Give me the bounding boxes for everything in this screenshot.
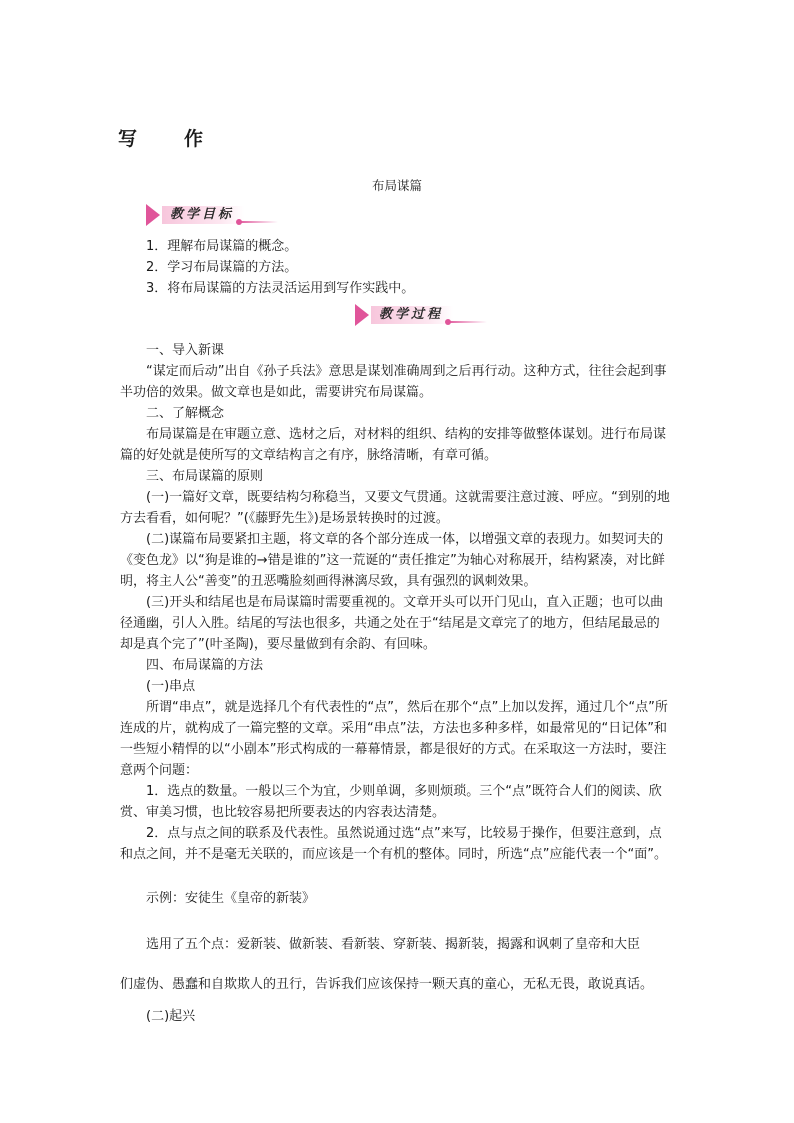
banner-dot-icon: [445, 319, 451, 325]
example-heading: 示例：安徒生《皇帝的新装》: [146, 891, 316, 906]
objective-item: 1．理解布局谋篇的概念。: [146, 239, 298, 254]
banner-dot-icon: [236, 219, 242, 225]
objectives-list: [120, 236, 672, 299]
paragraph: 2．点与点之间的联系及代表性。虽然说通过选“点”来写，比较易于操作，但要注意到，点和点之间，并不是毫无关联的，而应该是一个有机的整体。同时，所选“点”应能代表一个“面”。: [120, 826, 667, 862]
section-title: 四、布局谋篇的方法: [146, 658, 264, 673]
example-line: 们虚伪、愚蠢和自欺欺人的丑行，告诉我们应该保持一颗天真的童心，无私无畏，敢说真话。: [120, 977, 654, 992]
lesson-title: 布局谋篇: [371, 178, 422, 193]
objectives-banner: [146, 204, 242, 226]
example-title: [120, 888, 672, 909]
section-title: 三、布局谋篇的原则: [146, 469, 264, 484]
objective-item: 2．学习布局谋篇的方法。: [146, 260, 298, 275]
objectives-banner-label: 教学目标: [162, 206, 244, 224]
next-method: [120, 1006, 672, 1027]
process-body: [120, 340, 672, 865]
section-title: 二、了解概念: [146, 406, 225, 421]
example-line: 选用了五个点：爱新装、做新装、看新装、穿新装、揭新装，揭露和讽刺了皇帝和大臣: [146, 937, 641, 952]
example-body: [120, 934, 672, 955]
paragraph: (三)开头和结尾也是布局谋篇时需要重视的。文章开头可以开门见山，直入正题；也可以曲径通幽，引人入胜。结尾的写法也很多，共通之处在于“结尾是文章完了的地方，但结尾最忌的却是真个完了”(叶圣陶)，要尽量做到有余韵、有回味。: [120, 595, 664, 652]
paragraph: 所谓“串点”，就是选择几个有代表性的“点”，然后在那个“点”上加以发挥，通过几个“点”所连成的片，就构成了一篇完整的文章。采用“串点”法，方法也多种多样，如最常见的“日记体”和一些短小精悍的以“小剧本”形式构成的一幕幕情景，都是很好的方式。在采取这一方法时，要注意两个问题：: [120, 700, 668, 778]
process-banner-label: 教学过程: [371, 306, 453, 324]
paragraph: (一)一篇好文章，既要结构匀称稳当，又要文气贯通。这就需要注意过渡、呼应。“到别的地方去看看，如何呢？”(《藤野先生》)是场景转换时的过渡。: [120, 490, 670, 526]
paragraph: 布局谋篇是在审题立意、选材之后，对材料的组织、结构的安排等做整体谋划。进行布局谋篇的好处就是使所写的文章结构言之有序，脉络清晰，有章可循。: [120, 427, 667, 463]
process-banner: [355, 304, 451, 326]
banner-wedge-icon: [146, 204, 160, 226]
banner-underline: [238, 221, 278, 223]
banner-wedge-icon: [355, 304, 369, 326]
example-body-continued: [120, 974, 672, 995]
paragraph: (二)谋篇布局要紧扣主题，将文章的各个部分连成一体，以增强文章的表现力。如契诃夫的《变色龙》以“狗是谁的→错是谁的”这一荒诞的“责任推定”为轴心对称展开，结构紧凑，对比鲜明，将主人公“善变”的丑恶嘴脸刻画得淋漓尽致，具有强烈的讽刺效果。: [120, 532, 665, 589]
subsection-title: (一)串点: [146, 679, 196, 694]
objective-item: 3．将布局谋篇的方法灵活运用到写作实践中。: [146, 281, 415, 296]
paragraph: “谋定而后动”出自《孙子兵法》意思是谋划准确周到之后再行动。这种方式，往往会起到事半功倍的效果。做文章也是如此，需要讲究布局谋篇。: [120, 364, 667, 400]
section-title: 一、导入新课: [146, 343, 225, 358]
page-heading: 写 作: [118, 128, 218, 150]
subsection-title: (二)起兴: [146, 1009, 196, 1024]
banner-underline: [447, 321, 487, 323]
paragraph: 1．选点的数量。一般以三个为宜，少则单调，多则烦琐。三个“点”既符合人们的阅读、欣赏、审美习惯，也比较容易把所要表达的内容表达清楚。: [120, 784, 662, 820]
